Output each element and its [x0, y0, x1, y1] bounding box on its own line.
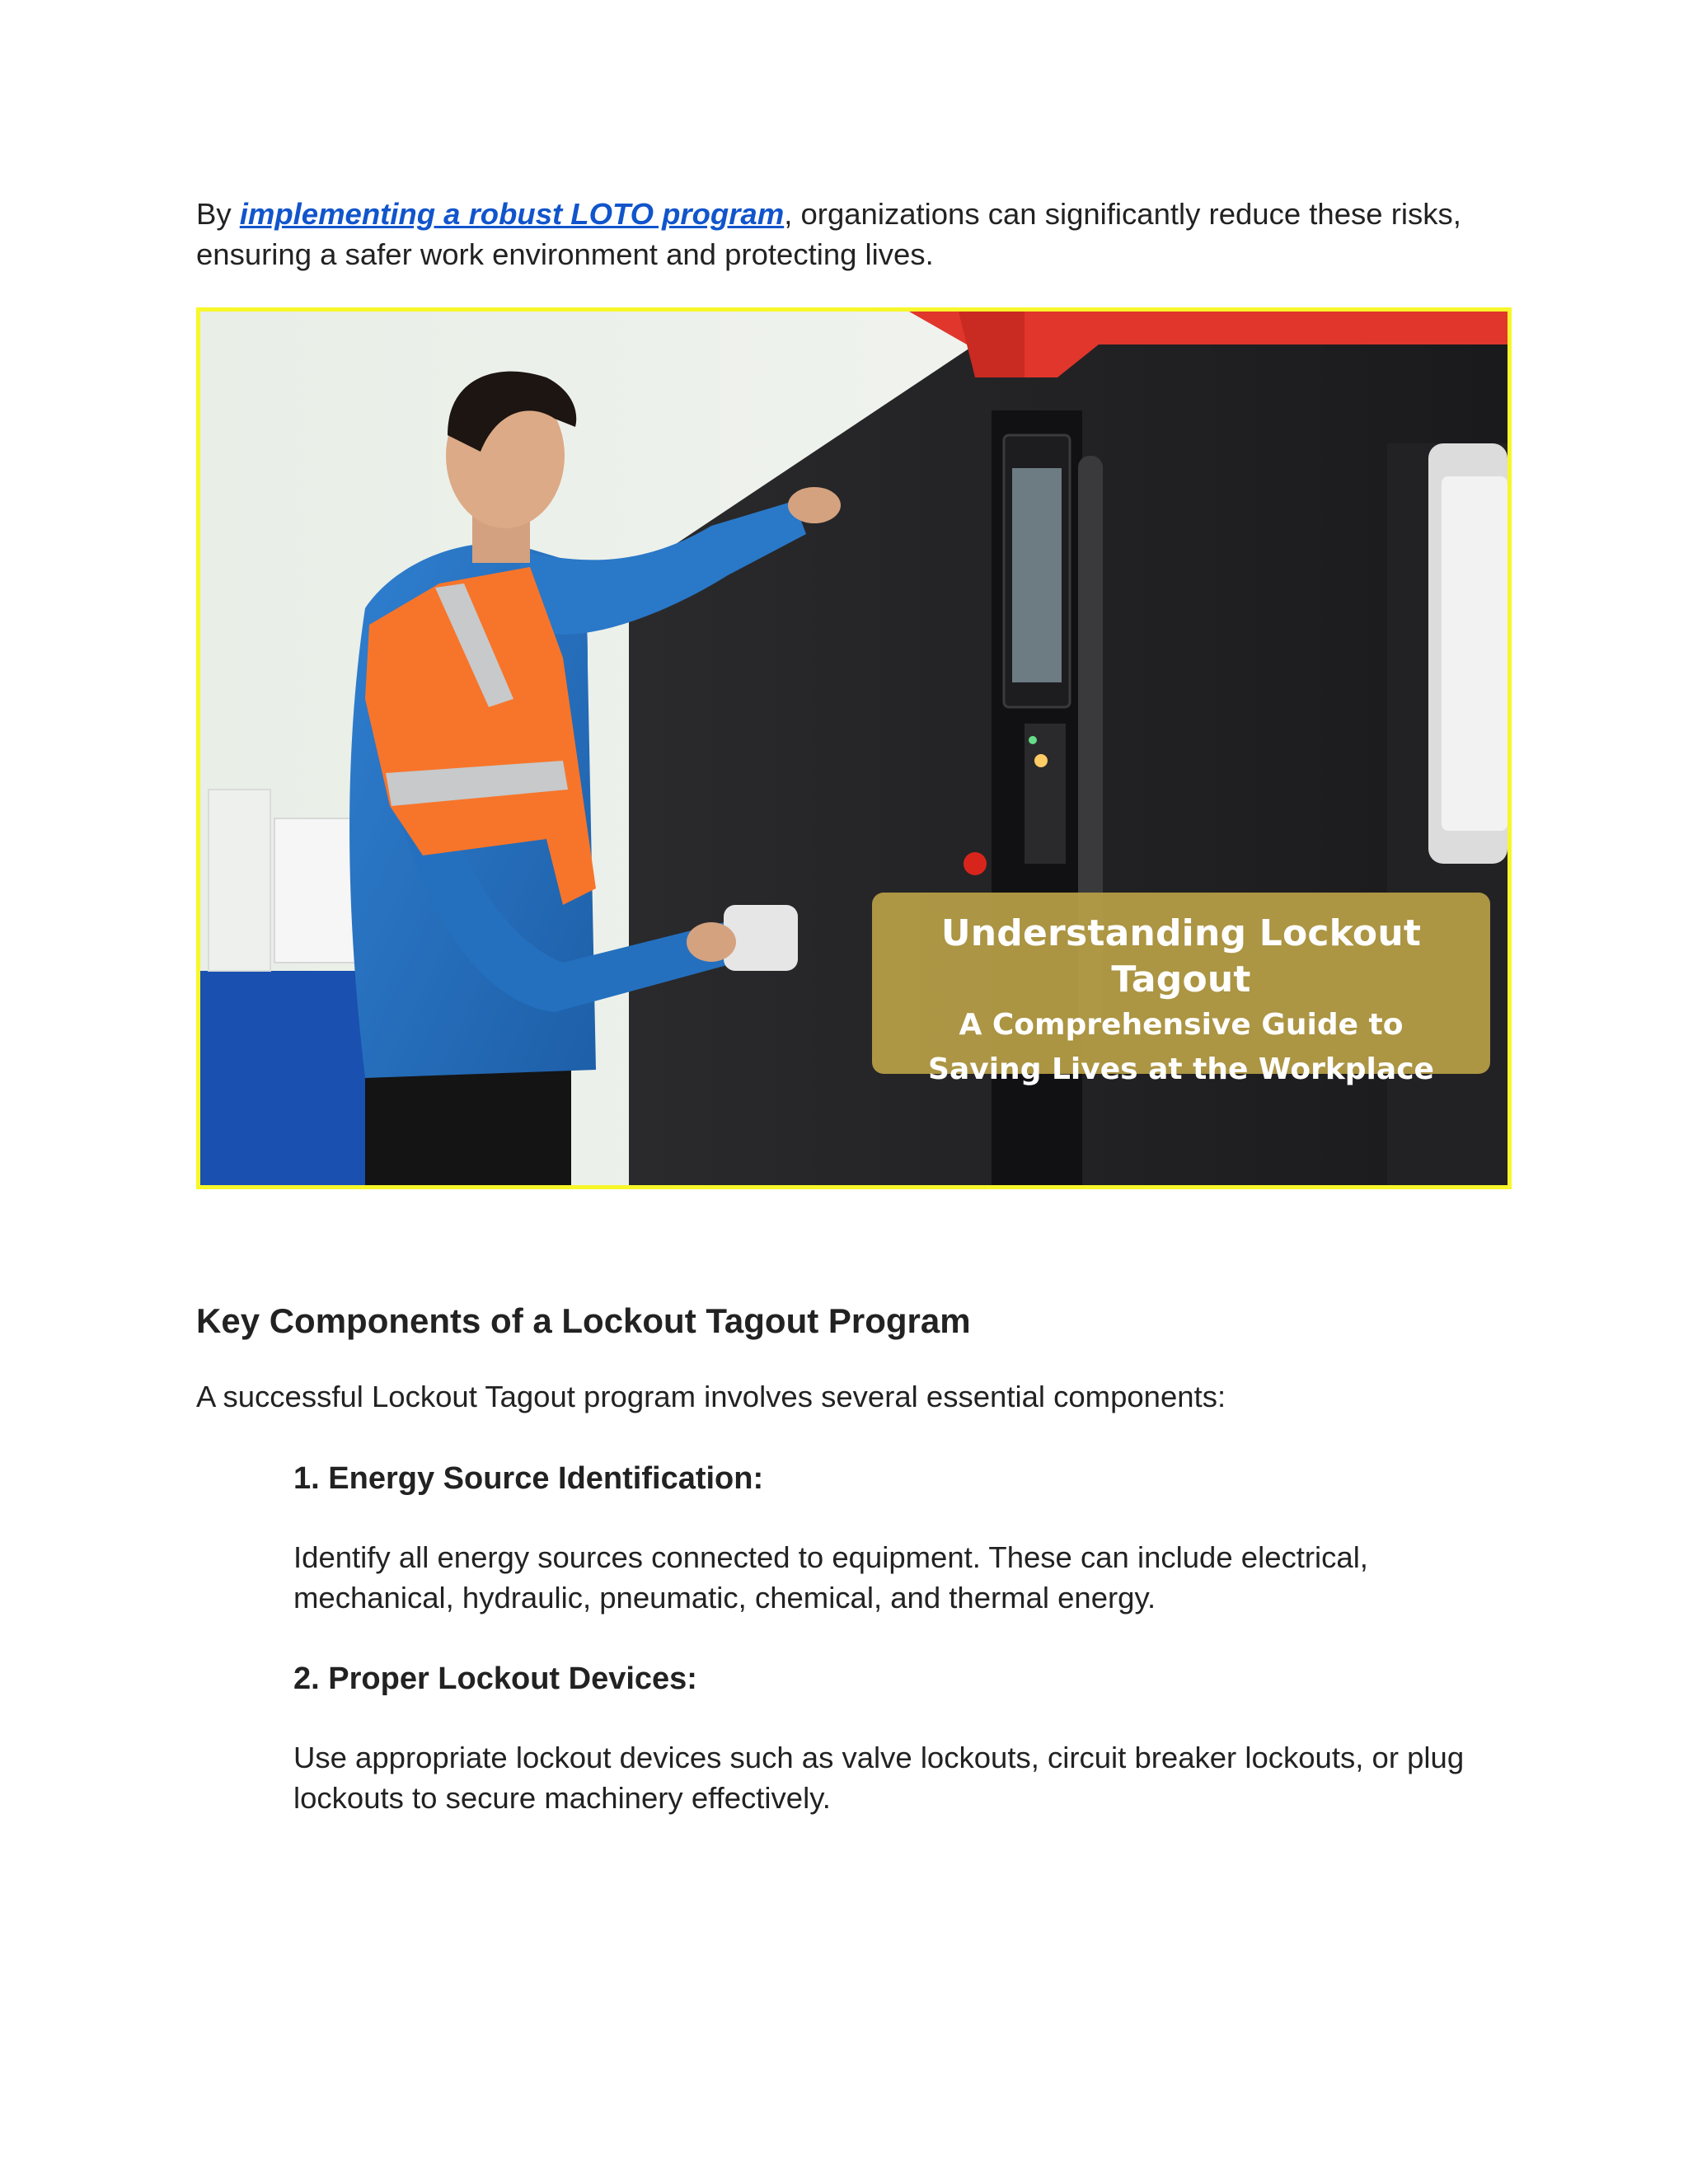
item-body-2: Use appropriate lockout devices such as valve lockouts, circuit breaker lockouts, or plug lockouts to secure machinery effectively. — [293, 1741, 1465, 1815]
item-heading-1 — [293, 1457, 763, 1500]
intro-paragraph — [196, 194, 1515, 274]
section-heading: Key Components of a Lockout Tagout Program — [196, 1301, 971, 1340]
item-heading-2 — [293, 1657, 697, 1700]
loto-program-link[interactable]: implementing a robust LOTO program — [239, 197, 785, 231]
item-number-2: 2 — [293, 1661, 312, 1696]
item-title-1: Energy Source Identification: — [319, 1461, 764, 1496]
hero-caption-title: Understanding Lockout Tagout — [940, 912, 1422, 1001]
hero-image — [196, 307, 1512, 1189]
intro-prefix: By — [196, 197, 240, 231]
intro-suffix: , organizations can significantly reduce these risks, ensuring a safer work environment and protecting lives. — [196, 197, 1461, 271]
item-title-2: . Proper Lockout Devices: — [311, 1661, 697, 1696]
item-number-1: 1. — [293, 1461, 320, 1496]
hero-caption-line-1: A Comprehensive Guide to — [959, 1008, 1404, 1042]
hero-caption-line-2: Saving Lives at the Workplace — [928, 1052, 1434, 1086]
item-body-1: Identify all energy sources connected to equipment. These can include electrical, mechanical, hydraulic, pneumatic, chemical, and thermal energy. — [293, 1540, 1368, 1615]
section-intro: A successful Lockout Tagout program involves several essential components: — [196, 1380, 1226, 1413]
hero-caption-banner — [872, 893, 1490, 1086]
